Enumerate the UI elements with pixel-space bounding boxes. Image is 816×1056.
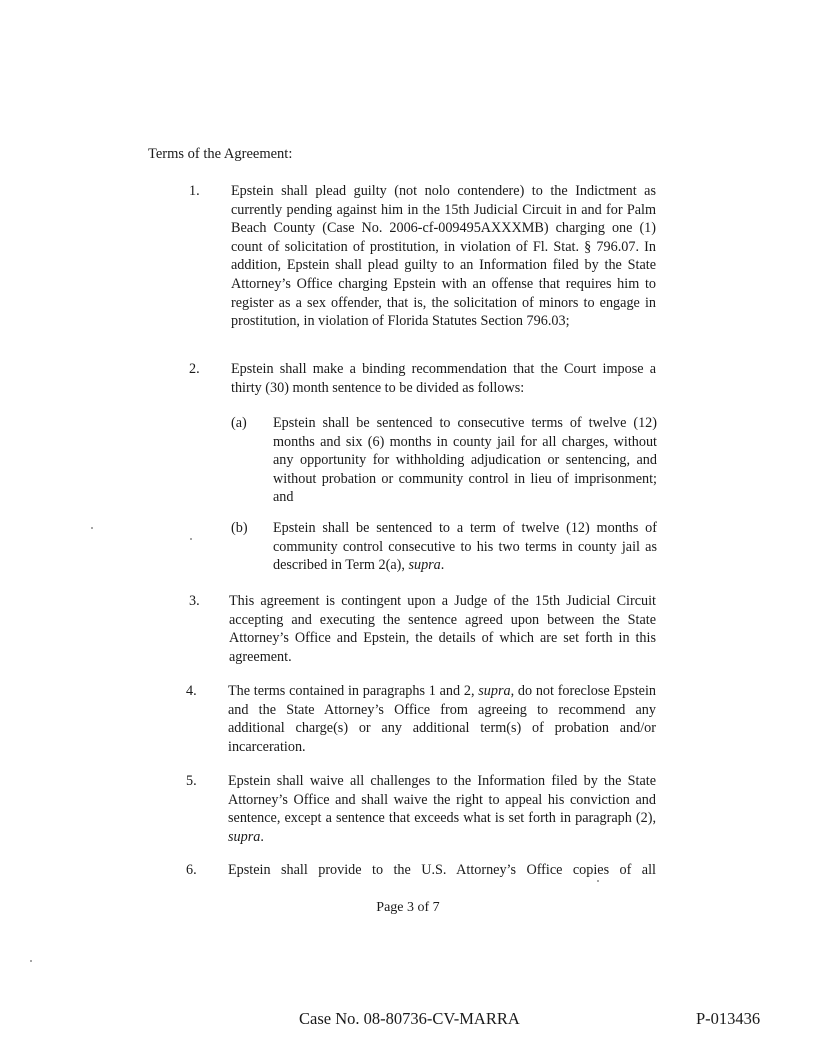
term-text-part: The terms contained in paragraphs 1 and 2,: [228, 683, 479, 699]
term-text: Epstein shall plead guilty (not nolo contendere) to the Indictment as currently pending against him in the 15th Judicial Circuit in and for Palm Beach County (Case No. 2006-cf-009495AXXXMB) charging one (1) count of solicitation of prostitution, in violation of Fl. Stat. § 796.07. In addition, Epstein shall plead guilty to an Information filed by the State Attorney’s Office charging Epstein with an offense that requires him to register as a sex offender, that is, the solicitation of minors to engage in prostitution, in violation of Florida Statutes Section 796.03;: [231, 183, 656, 330]
term-item-5: [186, 772, 658, 848]
term-text: [228, 772, 656, 846]
term-text-italic: supra: [228, 828, 261, 845]
term-item-2: [189, 360, 659, 400]
page-number: Page 3 of 7: [376, 900, 440, 915]
term-text: This agreement is contingent upon a Judge of the 15th Judicial Circuit accepting and executing the sentence agreed upon between the State Attorney’s Office and Epstein, the details of which are set forth in this agreement.: [229, 593, 656, 665]
term-number: 2.: [189, 361, 200, 377]
term-text: Epstein shall make a binding recommendation that the Court impose a thirty (30) month sentence to be divided as follows:: [231, 361, 656, 396]
subitem-text: [273, 519, 657, 575]
term-number: 4.: [186, 683, 197, 699]
scan-speck: [190, 538, 192, 540]
term-number: 1.: [189, 183, 200, 199]
term-number: 6.: [186, 862, 197, 878]
section-heading: Terms of the Agreement:: [148, 146, 293, 162]
term-text-italic: supra: [478, 683, 511, 699]
term-subitem-a: [231, 414, 657, 509]
term-item-1: [189, 182, 659, 352]
subitem-letter: (b): [231, 520, 248, 536]
scan-speck: [597, 880, 599, 882]
subitem-text-part: Epstein shall be sentenced to a term of twelve (12) months of community control consecutive to his two terms in county jail as described in Term 2(a),: [273, 520, 657, 574]
term-number: 3.: [189, 593, 200, 609]
subitem-text: Epstein shall be sentenced to consecutive terms of twelve (12) months and six (6) months in county jail for all charges, without any opportunity for withholding adjudication or sentencing, and without probation or community control in lieu of imprisonment; and: [273, 415, 657, 506]
term-text-part: , do not foreclose Epstein and the State Attorney’s Office from agreeing to recommend any additional charge(s) or any additional term(s) of probation and/or incarceration.: [228, 683, 656, 755]
term-item-3: [189, 592, 659, 668]
scan-speck: [91, 527, 93, 529]
term-text: Epstein shall provide to the U.S. Attorney’s Office copies of all: [228, 862, 656, 878]
term-item-4: [186, 682, 658, 758]
subitem-text-part: .: [440, 557, 445, 574]
term-number: 5.: [186, 773, 197, 789]
term-subitem-b: [231, 519, 657, 579]
footer-bates-number: P-013436: [696, 1009, 761, 1028]
subitem-text-italic: supra: [408, 557, 441, 574]
term-text: [228, 682, 656, 756]
footer-case-number: Case No. 08-80736-CV-MARRA: [299, 1009, 520, 1028]
term-text-part: Epstein shall waive all challenges to the Information filed by the State Attorney’s Office and shall waive the right to appeal his conviction and sentence, except a sentence that exceeds what is set forth in paragraph (2),: [228, 773, 656, 827]
term-item-6: [186, 861, 658, 881]
subitem-letter: (a): [231, 415, 247, 431]
scan-speck: [30, 960, 32, 962]
term-text-part: .: [260, 828, 264, 845]
